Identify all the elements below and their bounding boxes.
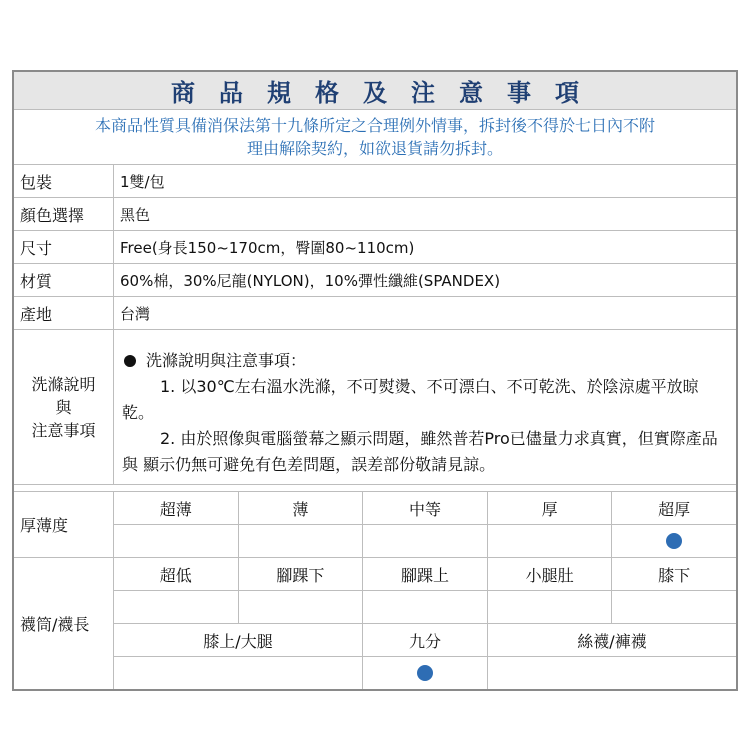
- thickness-mark-cell: [612, 525, 736, 557]
- spec-row-origin: [14, 297, 736, 330]
- length-mark-cell: [114, 591, 239, 623]
- return-policy-notice: [14, 110, 736, 165]
- length-mark-cell: [488, 657, 736, 689]
- spec-value: 黑色: [120, 205, 151, 224]
- spec-row-size: [14, 231, 736, 264]
- spec-value: 60%棉，30%尼龍(NYLON)，10%彈性纖維(SPANDEX): [120, 271, 501, 290]
- wash-label: 洗滌說明 與 注意事項: [14, 330, 114, 484]
- wash-item-1: 1. 以30℃左右溫水洗滌，不可熨燙、不可漂白、不可乾洗、於陰涼處平放晾乾。: [122, 377, 699, 422]
- wash-item-2: 2. 由於照像與電腦螢幕之顯示問題，雖然普若Pro已儘量力求真實，但實際產品與 顯示仍無可避免有色差問題，誤差部份敬請見諒。: [122, 429, 718, 474]
- length-option: 腳踝下: [239, 558, 364, 590]
- length-option: 小腿肚: [488, 558, 613, 590]
- thickness-mark-cell: [114, 525, 239, 557]
- notice-line-1: 本商品性質具備消保法第十九條所定之合理例外情事，拆封後不得於七日內不附: [94, 116, 655, 135]
- page-title: 商品規格及注意事項: [14, 72, 736, 110]
- notice-line-2: 理由解除契約，如欲退貨請勿拆封。: [246, 139, 503, 158]
- spec-value: 台灣: [120, 304, 151, 323]
- length-option: 絲襪/褲襪: [577, 631, 647, 651]
- thickness-row: [14, 492, 736, 558]
- spec-label: 顏色選擇: [14, 198, 114, 230]
- spec-row-color: [14, 198, 736, 231]
- spec-label: 產地: [14, 297, 114, 329]
- thickness-option: 厚: [488, 492, 613, 524]
- length-option: 膝上/大腿: [114, 624, 363, 656]
- length-option: 超低: [114, 558, 239, 590]
- spec-row-package: [14, 165, 736, 198]
- spec-row-material: [14, 264, 736, 297]
- length-mark-cell: [363, 657, 488, 689]
- length-mark-cell: [612, 591, 736, 623]
- wash-heading: 洗滌說明與注意事項：: [146, 351, 307, 370]
- thickness-option: 中等: [363, 492, 488, 524]
- spec-value: Free(身長150~170cm，臀圍80~110cm): [120, 238, 415, 257]
- length-mark-cell: [114, 657, 363, 689]
- spec-value: 1雙/包: [120, 172, 165, 191]
- length-label: 襪筒/襪長: [14, 558, 114, 689]
- thickness-mark-cell: [239, 525, 364, 557]
- length-mark-cell: [363, 591, 488, 623]
- length-option: 九分: [363, 624, 488, 656]
- thickness-option: 薄: [239, 492, 364, 524]
- length-row: [14, 558, 736, 689]
- length-option: 膝下: [658, 565, 691, 585]
- spec-label: 包裝: [14, 165, 114, 197]
- spec-row-washing: [14, 330, 736, 485]
- length-mark-cell: [488, 591, 613, 623]
- spec-sheet: [12, 70, 738, 691]
- bullet-icon: [124, 355, 136, 367]
- length-option: 腳踝上: [363, 558, 488, 590]
- thickness-mark-cell: [363, 525, 488, 557]
- spec-label: 尺寸: [14, 231, 114, 263]
- length-mark-cell: [239, 591, 364, 623]
- section-divider: [14, 485, 736, 492]
- selected-dot-icon: [417, 665, 433, 681]
- selected-dot-icon: [666, 533, 682, 549]
- spec-label: 材質: [14, 264, 114, 296]
- thickness-mark-cell: [488, 525, 613, 557]
- wash-instructions: [114, 330, 736, 484]
- thickness-option: 超薄: [114, 492, 239, 524]
- thickness-label: 厚薄度: [14, 492, 114, 557]
- thickness-option: 超厚: [658, 499, 691, 519]
